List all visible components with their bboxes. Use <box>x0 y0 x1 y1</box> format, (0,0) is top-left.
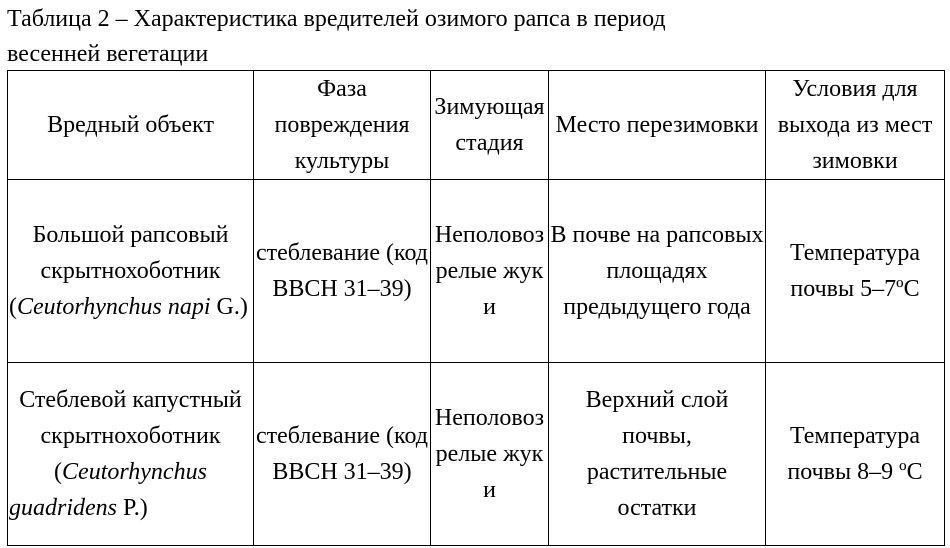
cell-wintering-stage: Неполовозрелые жуки <box>431 363 549 546</box>
cell-pest <box>8 180 254 363</box>
table-caption <box>7 2 937 72</box>
pest-russian-name: Большой рапсовый скрытнохоботник <box>32 222 229 284</box>
pest-latin-name: Ceutorhynchus guadridens <box>9 459 207 521</box>
header-wintering-place: Место перезимовки <box>549 71 766 180</box>
cell-wintering-place: В почве на рапсовых площадях предыдущего года <box>549 180 766 363</box>
cell-damage-phase: стеблевание (код ВВСН 31–39) <box>254 363 431 546</box>
table-row <box>8 180 945 363</box>
header-wintering-stage: Зимующая стадия <box>431 71 549 180</box>
paren-open: ( <box>54 459 63 485</box>
header-exit-conditions: Условия для выхода из мест зимовки <box>766 71 945 180</box>
table-header-row <box>8 71 945 180</box>
table-row <box>8 363 945 546</box>
cell-damage-phase: стеблевание (код ВВСН 31–39) <box>254 180 431 363</box>
pest-latin-name: Ceutorhynchus napi <box>17 294 211 320</box>
cell-wintering-place: Верхний слой почвы, растительные остатки <box>549 363 766 546</box>
cell-wintering-stage: Неполовозрелые жуки <box>431 180 549 363</box>
caption-line-2: весенней вегетации <box>7 41 209 67</box>
pest-author: P.) <box>117 495 148 521</box>
header-damage-phase: Фаза повреждения культуры <box>254 71 431 180</box>
cell-pest <box>8 363 254 546</box>
caption-line-1: Таблица 2 – Характеристика вредителей озимого рапса в период <box>7 6 666 32</box>
header-pest: Вредный объект <box>8 71 254 180</box>
cell-exit-conditions: Температура почвы 5–7ºС <box>766 180 945 363</box>
pest-russian-name: Стеблевой капустный скрытнохоботник <box>19 387 242 449</box>
pest-author: G.) <box>210 294 248 320</box>
pests-table <box>7 70 945 546</box>
paren-open: ( <box>9 294 17 320</box>
cell-exit-conditions: Температура почвы 8–9 ºС <box>766 363 945 546</box>
